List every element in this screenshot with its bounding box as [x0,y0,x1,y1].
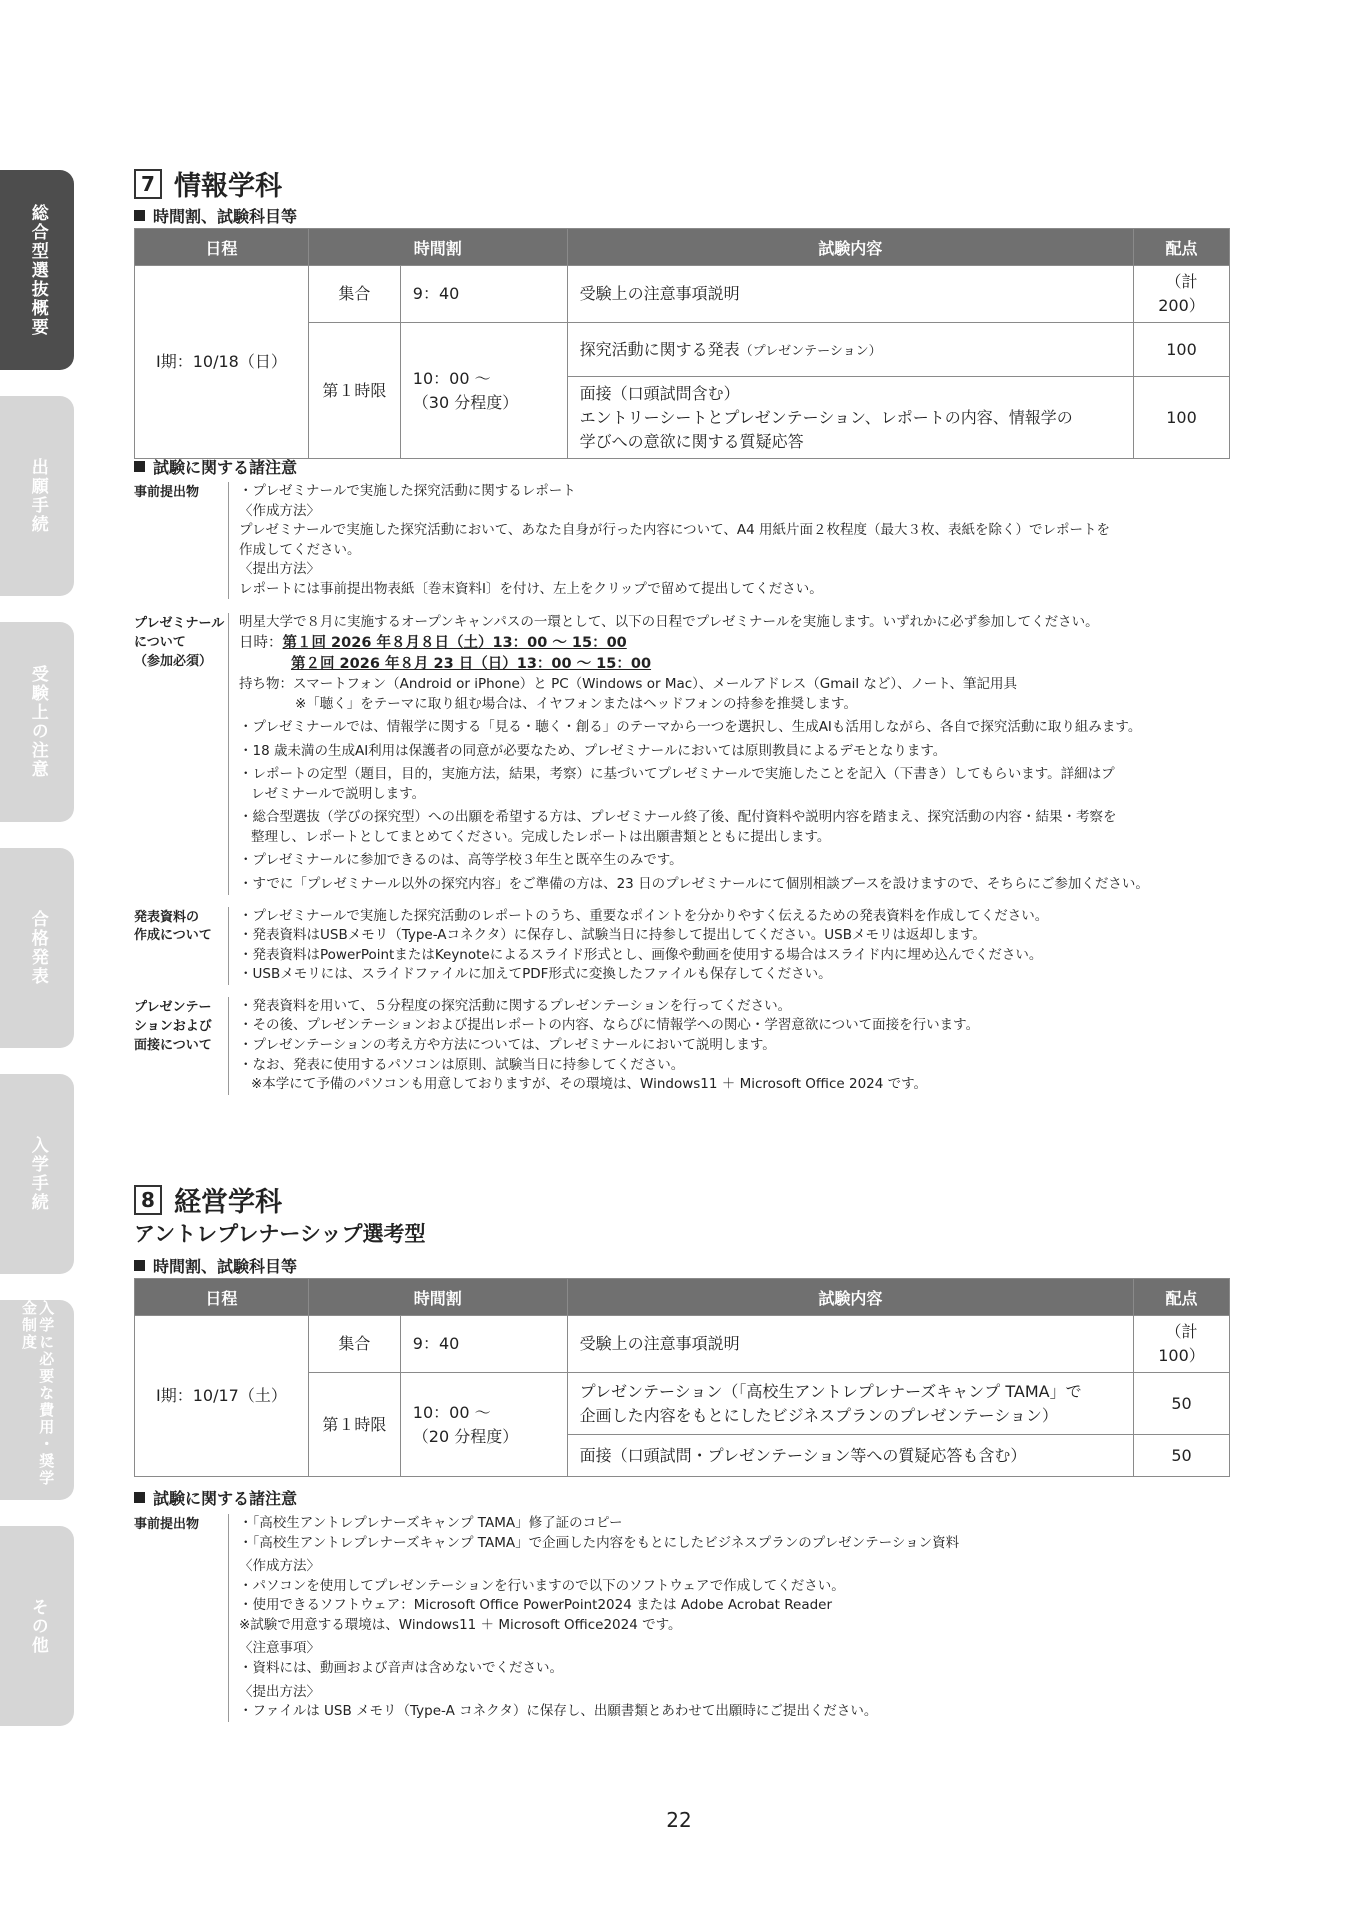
side-tab-label: 入学手続 [27,1136,48,1212]
note-presentation-materials [134,907,1230,985]
note-line: 明星大学で８月に実施するオープンキャンパスの一環として、以下の日程でプレゼミナールを実施します。いずれかに必ず参加してください。 [239,614,1099,631]
square-bullet-icon [134,1492,145,1503]
note-preseminar [134,613,1230,894]
session-2-date: 第２回 2026 年８月 23 日（日）13：00 〜 15：00 [291,655,652,672]
note-label [134,907,228,985]
note-line: ・レポートの定型（題目，目的，実施方法，結果，考察）に基づいてプレゼミナールで実施したことを記入（下書き）してもらいます。詳細はプ [239,766,1115,783]
side-tab-results[interactable] [0,848,74,1048]
label-line: プレゼンテー [134,999,212,1015]
note-line: ・プレゼミナールでは、情報学に関する「見る・聴く・創る」のテーマから一つを選択し、生成AIも活用しながら、各自で探究活動に取り組みます。 [239,719,1142,736]
content-text: 探究活動に関する発表 [579,339,740,359]
note-label [134,997,228,1095]
side-tab-label: 受験上の注意 [27,665,48,779]
content-cell: 受験上の注意事項説明 [567,1316,1133,1373]
points-cell: （計 100） [1134,1316,1230,1373]
note-line: ・「高校生アントレプレナーズキャンプ TAMA」修了証のコピー [239,1515,623,1531]
note-line: ・ファイルは USB メモリ（Type-A コネクタ）に保存し、出願書類とあわせて出願時にご提出ください。 [239,1703,878,1720]
section-title-text: 情報学科 [174,171,282,202]
page-number: 22 [666,1808,692,1832]
section-7-title [134,164,282,203]
time-duration: （30 分程度） [412,392,519,412]
notes-heading-text: 試験に関する諸注意 [153,1489,298,1508]
note-line: レポートには事前提出物表紙〔巻末資料Ⅰ〕を付け、左上をクリップで留めて提出してください。 [239,580,823,597]
content-cell [567,1373,1133,1435]
content-cell: 受験上の注意事項説明 [567,266,1133,323]
side-tab-label: 入学に必要な費用・奨学金制度 [20,1300,56,1487]
schedule-table-8 [134,1278,1230,1477]
header-points: 配点 [1133,229,1229,266]
side-tab-fees[interactable] [0,1300,74,1500]
side-tab-other[interactable] [0,1526,74,1726]
notes-section-8 [134,1514,1230,1722]
note-line: ・なお、発表に使用するパソコンは原則、試験当日に持参してください。 [239,1056,685,1073]
note-line: プレゼミナールで実施した探究活動において、あなた自身が行った内容について、A4 用紙片面２枚程度（最大３枚、表紙を除く）でレポートを [239,522,1110,539]
header-date: 日程 [135,229,309,266]
note-line: ・発表資料を用いて、５分程度の探究活動に関するプレゼンテーションを行ってください。 [239,997,792,1014]
schedule-heading [134,1254,297,1277]
note-body [228,997,1230,1095]
content-cell: 面接（口頭試問・プレゼンテーション等への質疑応答も含む） [567,1435,1133,1477]
side-tab-application[interactable] [0,396,74,596]
square-bullet-icon [134,461,145,472]
schedule-heading [134,204,297,227]
notes-heading [134,455,297,478]
note-body [228,907,1230,985]
header-date: 日程 [135,1279,309,1316]
session-1-date: 第１回 2026 年８月８日（土）13：00 〜 15：00 [282,634,627,651]
time-cell: 9：40 [400,266,567,323]
label-line: 面接について [134,1037,212,1053]
note-line: ・プレゼミナールで実施した探究活動のレポートのうち、重要なポイントを分かりやすく伝えるための発表資料を作成してください。 [239,907,1049,924]
time-cell [400,1373,567,1477]
note-line [239,633,1230,654]
label-line: 発表資料の [134,909,200,925]
note-line: ・プレゼンテーションの考え方や方法については、プレゼミナールにおいて説明します。 [239,1036,776,1053]
header-time: 時間割 [308,229,567,266]
note-body [228,482,1230,599]
header-points: 配点 [1134,1279,1230,1316]
square-bullet-icon [134,210,145,221]
side-tab-label: 出願手続 [27,458,48,534]
note-presentation-interview [134,997,1230,1095]
note-line: レゼミナールで説明します。 [251,785,426,802]
track-title: アントレプレナーシップ選考型 [134,1222,426,1246]
date-cell: Ⅰ期：10/17（土） [135,1316,309,1477]
header-time: 時間割 [308,1279,567,1316]
date-cell: Ⅰ期：10/18（日） [135,266,309,459]
side-tab-enrollment[interactable] [0,1074,74,1274]
points-cell: 100 [1133,377,1229,459]
note-line: ※試験で用意する環境は、Windows11 ＋ Microsoft Office2024 です。 [239,1616,682,1633]
content-line: 学びへの意欲に関する質疑応答 [579,431,804,451]
label-line: （参加必須） [134,654,213,670]
note-line: 〈作成方法〉 [239,502,320,519]
schedule-heading-text: 時間割、試験科目等 [153,207,298,226]
note-line: ・USBメモリには、スライドファイルに加えてPDF形式に変換したファイルも保存してください。 [239,966,832,983]
note-prior-submission [134,482,1230,599]
slot-cell: 第１時限 [308,1373,400,1477]
side-tab-label: その他 [27,1597,48,1655]
time-cell [400,323,567,459]
label-line: 作成について [134,928,212,944]
label-line: について [134,635,186,651]
note-line: 〈作成方法〉 [239,1558,320,1575]
note-line: ・18 歳未満の生成AI利用は保護者の同意が必要なため、プレゼミナールにおいては原則教員によるデモとなります。 [239,742,947,759]
schedule-heading-text: 時間割、試験科目等 [153,1257,298,1276]
time-duration: （20 分程度） [412,1426,519,1446]
content-cell [567,377,1133,459]
side-tab-label: 総合型選抜概要 [27,203,48,337]
note-line [239,654,1230,675]
content-line: プレゼンテーション（「高校生アントレプレナーズキャンプ TAMA」で [579,1381,1082,1401]
points-cell: 50 [1134,1435,1230,1477]
content-line: 企画した内容をもとにしたビジネスプランのプレゼンテーション） [579,1405,1058,1425]
section-number: 8 [134,1185,162,1215]
section-title-text: 経営学科 [174,1187,282,1218]
label-line: プレゼミナール [134,616,225,632]
note-body [228,1514,1230,1722]
side-tab-label: 合格発表 [27,910,48,986]
label-line: ションおよび [134,1018,212,1034]
notes-heading-text: 試験に関する諸注意 [153,458,298,477]
note-line: ・パソコンを使用してプレゼンテーションを行いますので以下のソフトウェアで作成してください。 [239,1577,845,1594]
slot-cell: 集合 [308,1316,400,1373]
square-bullet-icon [134,1260,145,1271]
note-line: 〈提出方法〉 [239,1683,320,1700]
slot-cell: 集合 [308,266,400,323]
time-cell: 9：40 [400,1316,567,1373]
side-tab-overview[interactable] [0,170,74,370]
note-line: ・発表資料はPowerPointまたはKeynoteによるスライド形式とし、画像や動画を使用する場合はスライド内に埋め込んでください。 [239,946,1043,963]
note-line: 持ち物：スマートフォン（Android or iPhone）と PC（Windows or Mac）、メールアドレス（Gmail など）、ノート、筆記用具 [239,675,1018,692]
note-line: ・プレゼミナールに参加できるのは、高等学校３年生と既卒生のみです。 [239,852,683,869]
slot-cell: 第１時限 [308,323,400,459]
note-line: ※本学にて予備のパソコンも用意しておりますが、その環境は、Windows11 ＋ Microsoft Office 2024 です。 [251,1076,928,1093]
note-line: ・使用できるソフトウェア：Microsoft Office PowerPoint2024 または Adobe Acrobat Reader [239,1597,833,1614]
note-label: 事前提出物 [134,485,200,500]
time-start: 10：00 〜 [412,368,491,388]
points-cell: （計 200） [1133,266,1229,323]
section-8-title [134,1180,282,1219]
header-content: 試験内容 [567,229,1133,266]
date-prefix: 日時： [239,634,283,651]
content-line: エントリーシートとプレゼンテーション、レポートの内容、情報学の [579,407,1073,427]
notes-section-7 [134,482,1230,1095]
content-cell [567,323,1133,377]
time-start: 10：00 〜 [412,1402,491,1422]
note-prior-submission [134,1514,1230,1722]
note-body [228,613,1230,894]
points-cell: 100 [1133,323,1229,377]
note-line: 〈注意事項〉 [239,1640,320,1657]
side-tab-exam-notes[interactable] [0,622,74,822]
note-label: 事前提出物 [134,1517,200,1532]
content-line: 面接（口頭試問含む） [579,383,740,403]
content-note: （プレゼンテーション） [739,343,882,359]
schedule-table-7 [134,228,1230,459]
note-label [134,613,228,894]
notes-heading [134,1486,297,1509]
note-line: 整理し、レポートとしてまとめてください。完成したレポートは出願書類とともに提出します。 [251,828,831,845]
note-line: ・総合型選抜（学びの探究型）への出願を希望する方は、プレゼミナール終了後、配付資料や説明内容を踏まえ、探究活動の内容・結果・考察を [239,809,1117,826]
note-line: ・プレゼミナールで実施した探究活動に関するレポート [239,483,576,499]
note-line: ・資料には、動画および音声は含めないでください。 [239,1659,563,1676]
note-line: 作成してください。 [239,541,361,558]
header-content: 試験内容 [567,1279,1133,1316]
points-cell: 50 [1134,1373,1230,1435]
note-line: ※「聴く」をテーマに取り組む場合は、イヤフォンまたはヘッドフォンの持参を推奨します。 [295,695,857,712]
note-line: ・発表資料はUSBメモリ（Type-Aコネクタ）に保存し、試験当日に持参して提出してください。USBメモリは返却します。 [239,927,986,944]
note-line: ・すでに「プレゼミナール以外の探究内容」をご準備の方は、23 日のプレゼミナールにて個別相談ブースを設けますので、そちらにご参加ください。 [239,876,1149,893]
section-number: 7 [134,169,162,199]
note-line: ・「高校生アントレプレナーズキャンプ TAMA」で企画した内容をもとにしたビジネスプランのプレゼンテーション資料 [239,1534,960,1551]
note-line: 〈提出方法〉 [239,561,320,578]
note-line: ・その後、プレゼンテーションおよび提出レポートの内容、ならびに情報学への関心・学習意欲について面接を行います。 [239,1017,980,1034]
